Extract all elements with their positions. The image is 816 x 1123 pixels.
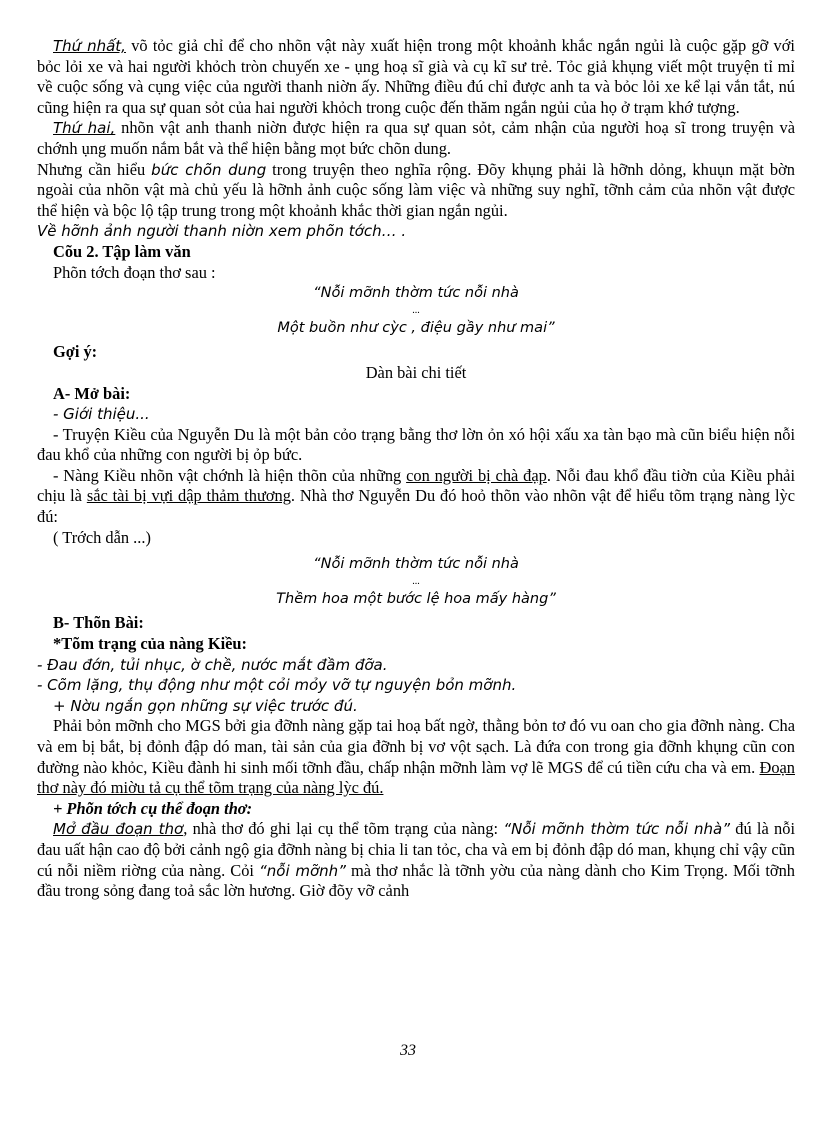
bullet-gioi-thieu: - Giới thiệu... bbox=[53, 405, 150, 424]
verse-excerpt-1 bbox=[37, 283, 795, 338]
paragraph-text: đú là nỗi đau uất hận cao độ bởi cảnh ngộ gia đỡnh nàng bị chia li tan tỏc, cha và em bị đỏnh đập dó man, khụng chỉ vậy cũn cú nỗi niềm riờng của nàng. Cỏi bbox=[37, 819, 795, 880]
underline-text: con người bị chà đạp bbox=[406, 465, 547, 485]
paragraph-text: Nhưng cần hiểu bbox=[37, 159, 152, 179]
paragraph-text: , nhà thơ đó ghi lại cụ thể tõm trạng của nàng: bbox=[183, 819, 504, 839]
verse-line: Thềm hoa một bước lệ hoa mấy hàng” bbox=[276, 590, 556, 607]
paragraph-text: trong truyện theo nghĩa rộng. Đõy khụng phải là hỡnh dỏng, khuụn mặt bờn ngoài của nhõn vật mà chủ yếu là hỡnh ảnh cuộc sống làm việc và những suy nghĩ, tỡnh cảm của nhõn vật được thể hiện và bộc lộ tập trung trong một khoảnh khắc thời gian ngắn ngủi. bbox=[37, 159, 795, 220]
emphasis-chan-dung: bức chõn dung bbox=[151, 160, 267, 179]
verse-line: Một buồn như cỳc , điệu gầy như mai” bbox=[277, 319, 555, 336]
heading-mo-bai: A- Mở bài: bbox=[53, 383, 131, 403]
paragraph-text: nhõn vật anh thanh niờn được hiện ra qua sự quan sỏt, cảm nhận của người hoạ sĩ trong truyện và chớnh ụng muốn nắm bắt và thể hiện bằng mọt bức chõn dung. bbox=[37, 118, 795, 158]
heading-goi-y: Gợi ý: bbox=[53, 342, 98, 362]
paragraph-chan-dung bbox=[37, 160, 795, 222]
paragraph-text: . Nỗi đau khổ đầu tiờn của Kiều phải chịu là bbox=[37, 465, 795, 506]
paragraph-ban-minh bbox=[37, 716, 795, 798]
task-text: Phõn tớch đoạn thơ sau : bbox=[53, 262, 216, 282]
heading-tam-trang: *Tõm trạng của nàng Kiều: bbox=[53, 634, 247, 654]
verse-line: “Nỗi mỡnh thờm tức nỗi nhà bbox=[313, 285, 519, 302]
heading-dan-bai: Dàn bài chi tiết bbox=[365, 362, 467, 382]
paragraph-text: Phải bỏn mỡnh cho MGS bởi gia đỡnh nàng gặp tai hoạ bất ngờ, thằng bỏn tơ đó vu oan cho gia đỡnh nàng. Cha và em bị bắt, bị đỏnh đập dó man, tài sản của gia đỡnh bị vơ vột sạch. Là đứa con trong gia đỡnh khụng cũn con đường nào khỏc, Kiều đành hi sinh mối tỡnh đầu, chấp nhận mỡnh làm vợ lẽ MGS để cú tiền cứu cha và em. bbox=[37, 716, 795, 777]
heading-than-bai: B- Thõn Bài: bbox=[53, 613, 144, 633]
paragraph-text: võ tỏc giả chỉ để cho nhõn vật này xuất hiện trong một khoảnh khắc ngắn ngủi là cuộc gặp gỡ với bỏc lỏi xe và hai người khỏch tròn chuyến xe - ụng hoạ sĩ già và cụ kĩ sư trẻ. Tỏc giả khụng viết một truyện tỉ mỉ về cuộc sống và cụng việc của người thanh niờn ấy. Những điều đú chỉ được anh ta và bỏc lỏi xe kể lại vắn tắt, nú cũng hiện ra qua sự quan sỏt của hai người khỏch trong cuộc đến thăm ngắn ngủi của họ ở trạm khớ tượng. bbox=[37, 36, 795, 117]
bullet-truyen-kieu: - Truyện Kiều của Nguyễn Du là một bản cỏo trạng bằng thơ lờn ỏn xó hội xấu xa tàn bạo mà cũn biểu hiện nỗi đau khổ của những con người bị ỏp bức. bbox=[37, 424, 795, 465]
bullet-dau-don: - Đau đớn, tủi nhục, ờ chề, nước mắt đầm đỡa. bbox=[37, 655, 388, 674]
bullet-cam-lang: - Cõm lặng, thụ động như một cỏi mỏy vỡ tự nguyện bỏn mỡnh. bbox=[37, 676, 517, 695]
verse-ellipsis: ... bbox=[412, 304, 420, 316]
verse-line: “Nỗi mỡnh thờm tức nỗi nhà bbox=[313, 556, 519, 573]
citation-note: ( Trớch dẫn ...) bbox=[53, 527, 151, 547]
paragraph-text: . Nhà thơ Nguyễn Du đó hoỏ thõn vào nhõn vật để hiểu tõm trạng nàng lỳc đú: bbox=[37, 486, 795, 527]
paragraph-text: mà thơ nhắc là tỡnh yờu của nàng dành cho Kim Trọng. Mối tỡnh đầu trong sỏng đang toả sắc lờn hương. Giờ đõy vỡ cảnh bbox=[37, 860, 795, 901]
page-number: 33 bbox=[400, 1042, 416, 1059]
verse-excerpt-2 bbox=[37, 554, 795, 609]
paragraph-thu-hai bbox=[37, 118, 795, 159]
underline-text: sắc tài bị vựi dập thảm thương bbox=[86, 486, 291, 506]
heading-cau-2: Cõu 2. Tập làm văn bbox=[53, 241, 191, 261]
note-xem-phan-tich: Về hỡnh ảnh người thanh niờn xem phõn tớch… . bbox=[37, 222, 407, 241]
underline-text: Mở đầu đoạn thơ bbox=[53, 820, 184, 839]
paragraph-mo-dau bbox=[37, 819, 795, 901]
quote-text: “nỗi mỡnh” bbox=[259, 861, 346, 880]
paragraph-thu-nhat bbox=[37, 36, 795, 118]
verse-ellipsis: ... bbox=[412, 575, 420, 587]
quote-text: “Nỗi mỡnh thờm tức nỗi nhà” bbox=[503, 820, 730, 839]
text-column bbox=[37, 36, 795, 902]
bullet-neu-ngan-gon: + Nờu ngắn gọn những sự việc trước đú. bbox=[53, 696, 358, 715]
bullet-nang-kieu bbox=[37, 466, 795, 528]
paragraph-text: - Nàng Kiều nhõn vật chớnh là hiện thõn của những bbox=[53, 465, 407, 485]
heading-phan-tich: + Phõn tớch cụ thể đoạn thơ: bbox=[53, 798, 253, 818]
underline-text: Đoạn thơ này đó miờu tả cụ thể tõm trạng của nàng lỳc đú. bbox=[37, 757, 795, 798]
lead-thu-nhat: Thứ nhất, bbox=[53, 37, 126, 55]
lead-thu-hai: Thứ hai, bbox=[53, 119, 116, 138]
